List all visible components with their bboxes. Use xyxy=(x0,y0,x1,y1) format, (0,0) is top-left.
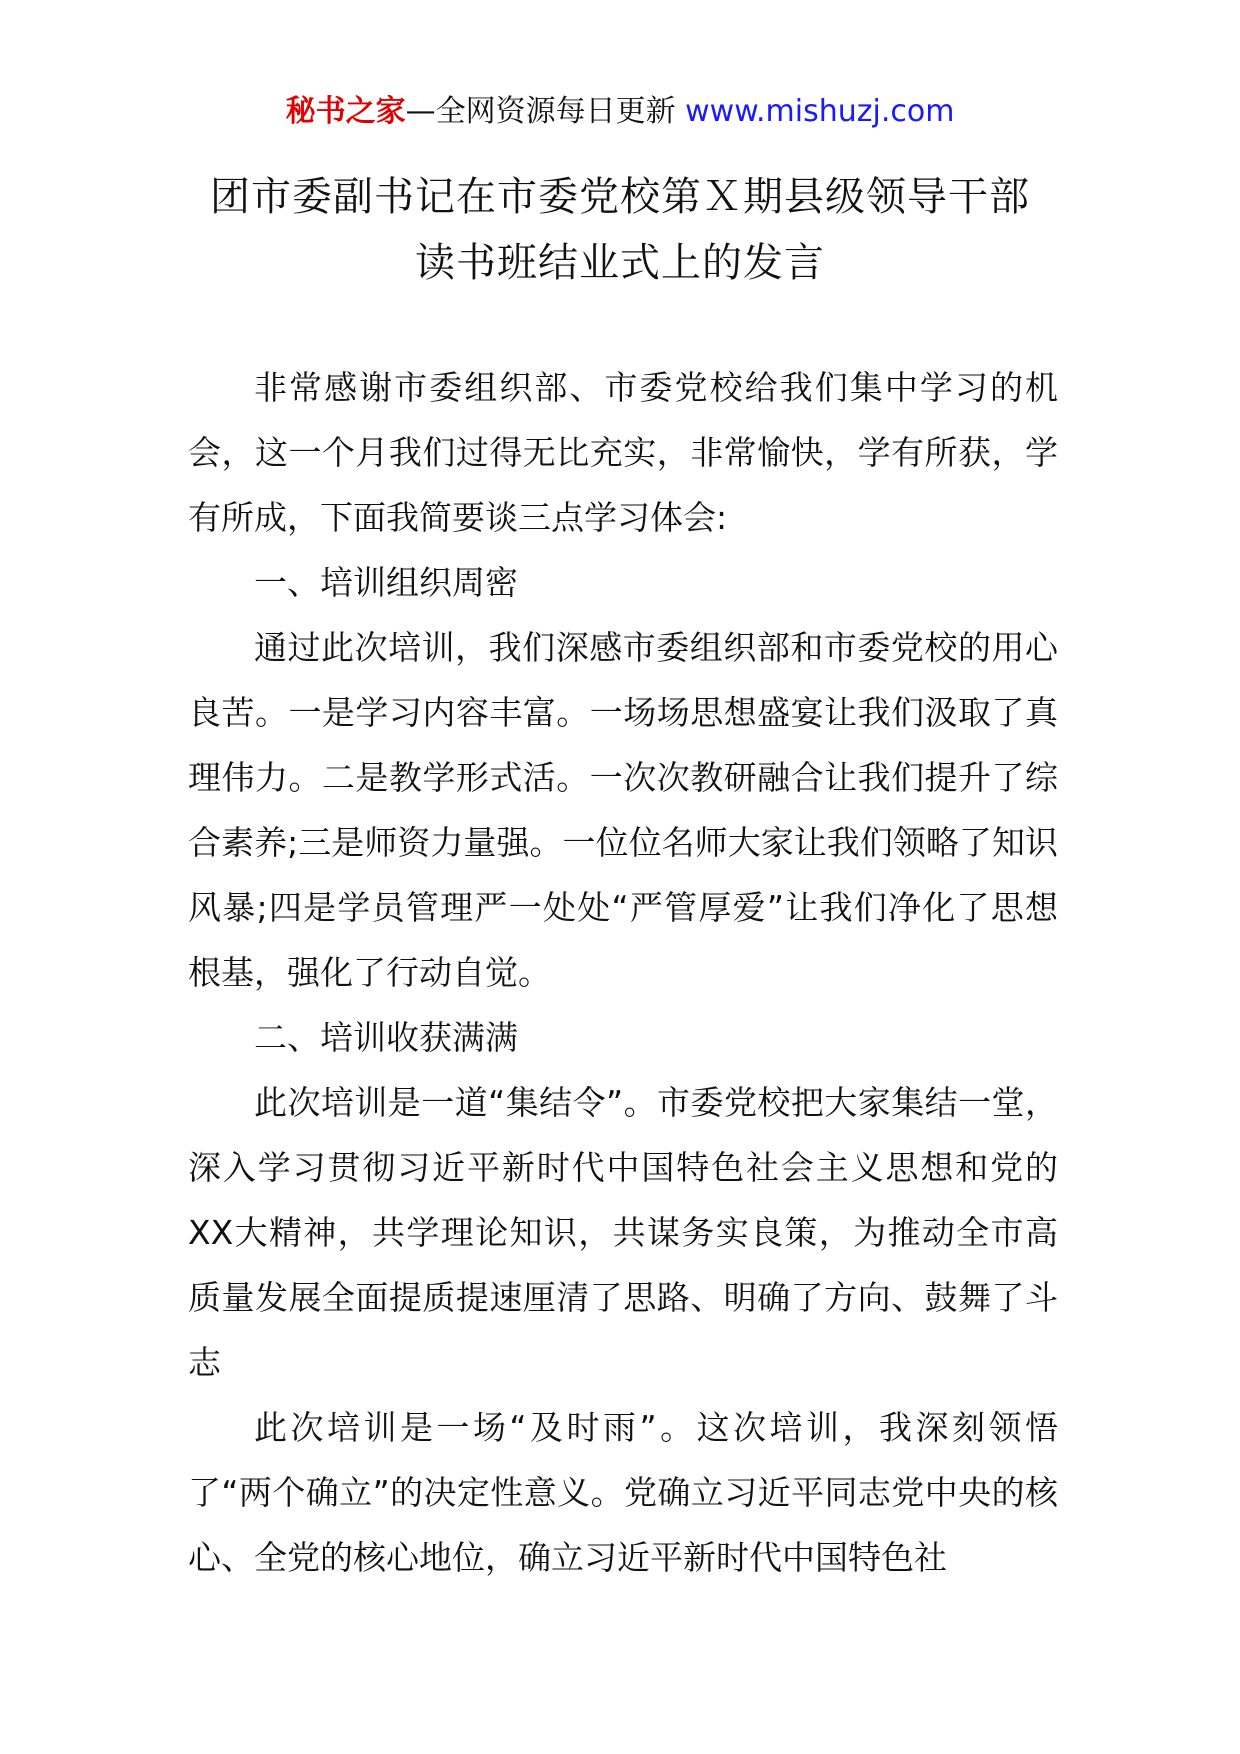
title-line-1: 团市委副书记在市委党校第Ｘ期县级领导干部 xyxy=(210,174,1030,220)
brand-name: 秘书之家 xyxy=(285,94,406,129)
paragraph-section-1: 通过此次培训，我们深感市委组织部和市委党校的用心良苦。一是学习内容丰富。一场场思想盛宴让我们汲取了真理伟力。二是教学形式活。一次次教研融合让我们提升了综合素养;三是师资力量强。一位位名师大家让我们领略了知识风暴;四是学员管理严一处处“严管厚爱”让我们净化了思想根基，强化了行动自觉。 xyxy=(188,628,1058,992)
paragraph-section-2a: 此次培训是一道“集结令”。市委党校把大家集结一堂，深入学习贯彻习近平新时代中国特色社会主义思想和党的XX大精神，共学理论知识，共谋务实良策，为推动全市高质量发展全面提质提速厘清了思路、明确了方向、鼓舞了斗志 xyxy=(188,1083,1058,1382)
section-heading-2: 二、培训收获满满 xyxy=(254,1018,518,1057)
header-tagline: —全网资源每日更新 xyxy=(405,94,686,129)
document-title xyxy=(0,164,1240,296)
site-url-link[interactable]: www.mishuzj.com xyxy=(685,94,955,129)
paragraph-intro: 非常感谢市委组织部、市委党校给我们集中学习的机会，这一个月我们过得无比充实，非常愉快，学有所获，学有所成，下面我简要谈三点学习体会: xyxy=(188,368,1058,537)
paragraph-section-2b: 此次培训是一场“及时雨”。这次培训，我深刻领悟了“两个确立”的决定性意义。党确立习近平同志党中央的核心、全党的核心地位，确立习近平新时代中国特色社 xyxy=(188,1408,1058,1577)
section-heading-1: 一、培训组织周密 xyxy=(254,563,518,602)
document-body xyxy=(188,355,1058,1590)
title-line-2: 读书班结业式上的发言 xyxy=(415,240,825,286)
site-header xyxy=(0,92,1240,132)
